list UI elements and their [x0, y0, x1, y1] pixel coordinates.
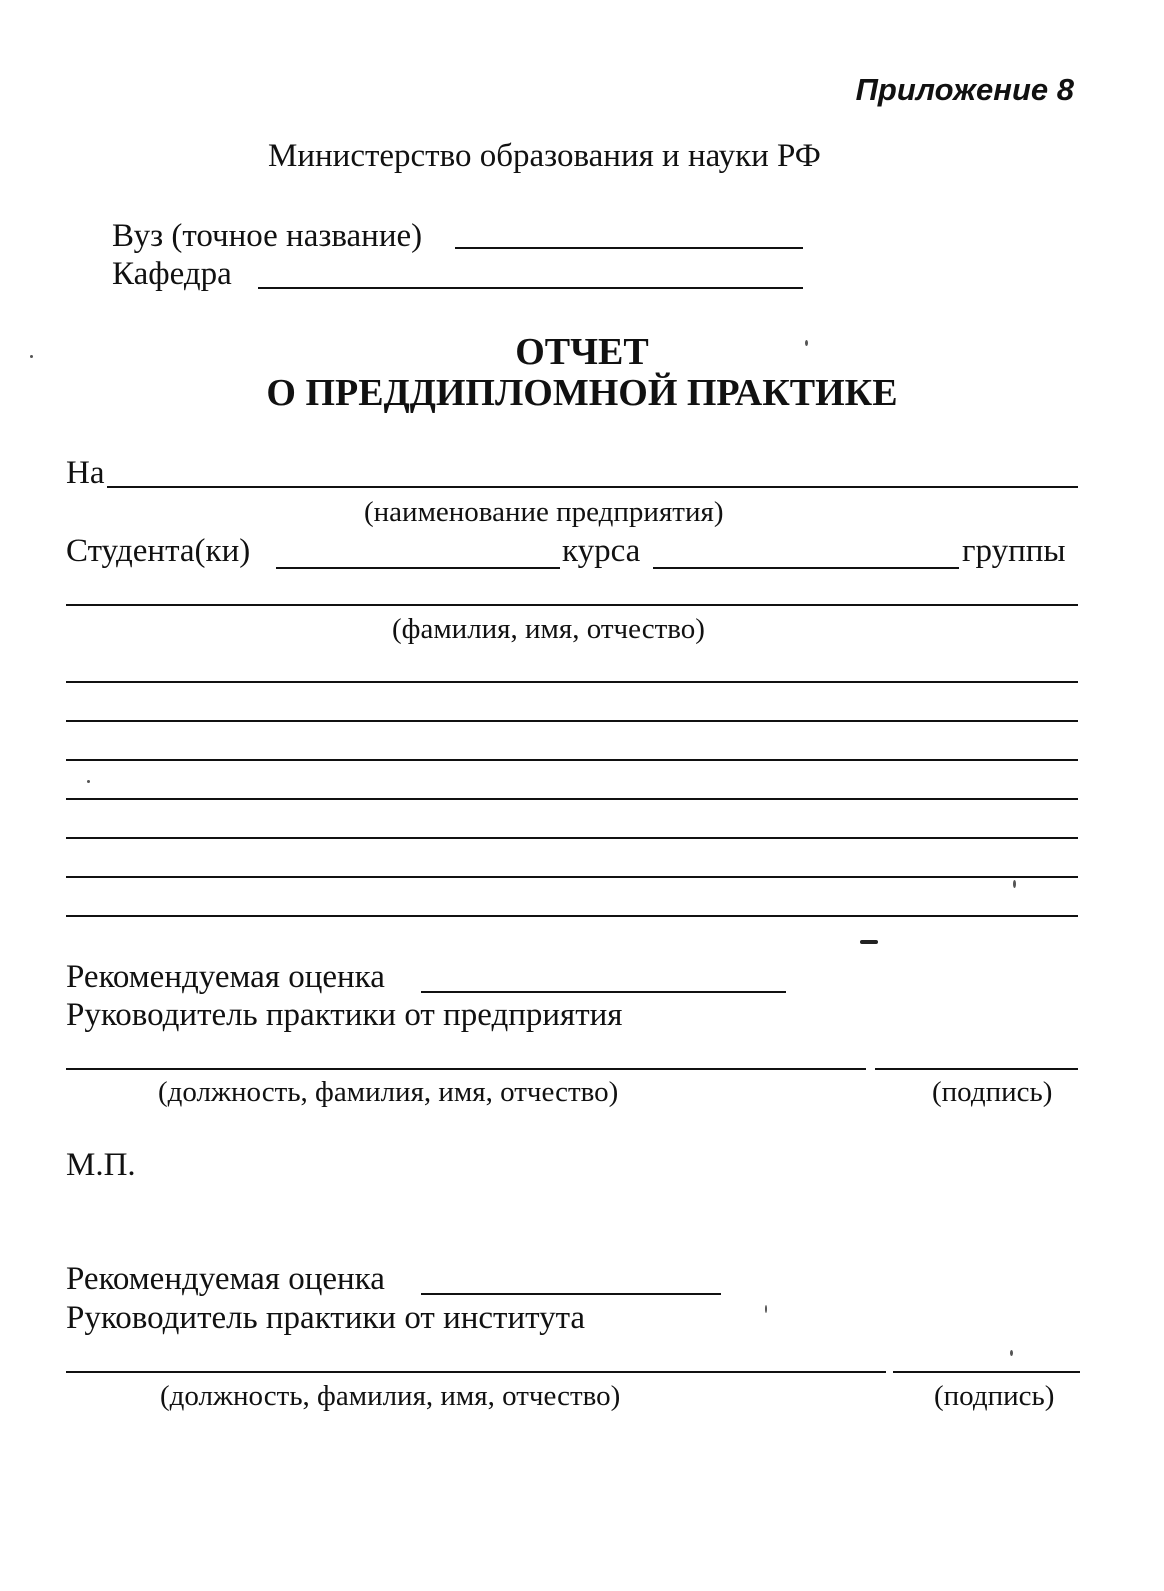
- enterprise-supervisor-signature-line: [875, 1068, 1078, 1070]
- enterprise-supervisor-position-line: [66, 1068, 866, 1070]
- institute-supervisor-signature-line: [893, 1371, 1080, 1373]
- enterprise-grade-label: Рекомендуемая оценка: [66, 959, 385, 995]
- student-label: Студента(ки): [66, 533, 251, 569]
- blank-line: [66, 720, 1078, 722]
- course-field-line: [276, 567, 560, 569]
- scan-speck: [860, 940, 878, 944]
- department-field-line: [258, 287, 803, 289]
- scan-speck: [87, 780, 90, 783]
- blank-line: [66, 759, 1078, 761]
- institute-signature-caption: (подпись): [934, 1380, 1055, 1412]
- enterprise-grade-field-line: [421, 991, 786, 993]
- institute-supervisor-label: Руководитель практики от института: [66, 1300, 586, 1336]
- scan-speck: [765, 1305, 767, 1313]
- institute-grade-field-line: [421, 1293, 721, 1295]
- institute-grade-label: Рекомендуемая оценка: [66, 1261, 385, 1297]
- report-title-line1: ОТЧЕТ: [515, 331, 649, 373]
- scan-speck: [805, 340, 808, 346]
- course-label: курса: [562, 533, 641, 569]
- enterprise-position-caption: (должность, фамилия, имя, отчество): [158, 1076, 619, 1108]
- blank-line: [66, 681, 1078, 683]
- enterprise-signature-caption: (подпись): [932, 1076, 1053, 1108]
- blank-line: [66, 837, 1078, 839]
- stamp-label: М.П.: [66, 1147, 136, 1183]
- department-label: Кафедра: [112, 256, 232, 292]
- blank-line: [66, 876, 1078, 878]
- scan-speck: [30, 355, 33, 358]
- student-name-caption: (фамилия, имя, отчество): [392, 613, 705, 645]
- enterprise-caption: (наименование предприятия): [364, 496, 724, 528]
- institute-supervisor-position-line: [66, 1371, 886, 1373]
- scan-speck: [1010, 1350, 1013, 1356]
- university-label: Вуз (точное название): [112, 218, 423, 254]
- ministry-heading: Министерство образования и науки РФ: [268, 138, 821, 174]
- blank-line: [66, 915, 1078, 917]
- institute-position-caption: (должность, фамилия, имя, отчество): [160, 1380, 621, 1412]
- enterprise-field-line: [107, 486, 1078, 488]
- blank-line: [66, 798, 1078, 800]
- enterprise-prefix: На: [66, 455, 105, 491]
- scan-speck: [1013, 880, 1016, 888]
- appendix-label: Приложение 8: [855, 72, 1074, 107]
- report-title-line2: О ПРЕДДИПЛОМНОЙ ПРАКТИКЕ: [266, 372, 898, 414]
- group-label: группы: [962, 533, 1066, 569]
- group-field-line: [653, 567, 959, 569]
- student-name-field-line: [66, 604, 1078, 606]
- enterprise-supervisor-label: Руководитель практики от предприятия: [66, 997, 623, 1033]
- university-field-line: [455, 247, 803, 249]
